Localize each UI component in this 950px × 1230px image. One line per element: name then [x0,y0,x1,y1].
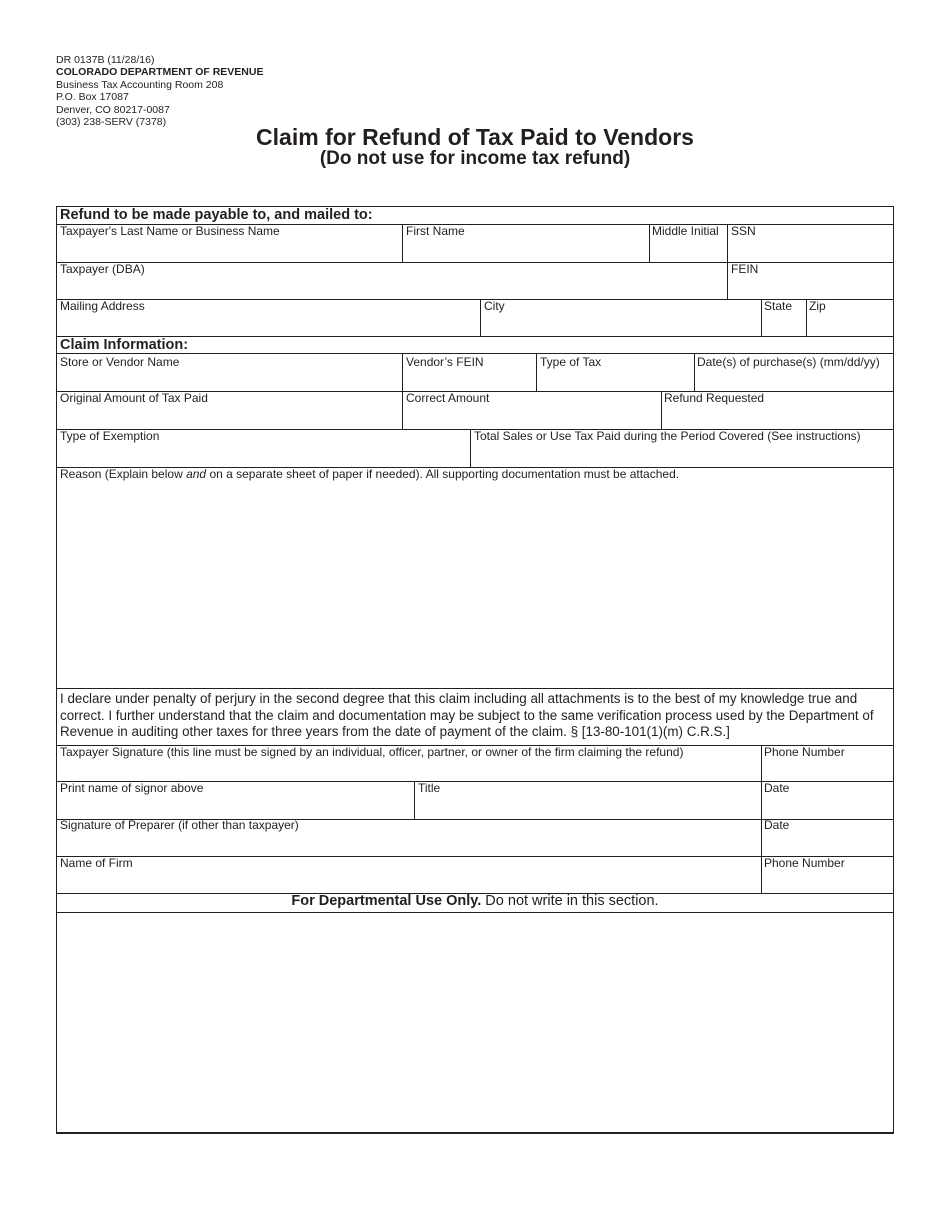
taxpayer-signature-label: Taxpayer Signature (this line must be signed by an individual, officer, partner, or owner of the firm claiming the refund) [60,745,684,759]
room: Business Tax Accounting Room 208 [56,78,224,91]
refund-form [56,206,894,1134]
page-subtitle: (Do not use for income tax refund) [319,148,631,169]
refund-section-heading: Refund to be made payable to, and mailed to: [60,207,373,223]
firm-name-label: Name of Firm [60,856,133,870]
mailing-address-label: Mailing Address [60,299,145,313]
department-name: COLORADO DEPARTMENT OF REVENUE [56,66,264,79]
firm-phone-label: Phone Number [764,856,845,870]
total-sales-label: Total Sales or Use Tax Paid during the Period Covered (See instructions) [474,429,861,443]
refund-requested-label: Refund Requested [664,391,765,405]
city-label: City [484,299,505,313]
reason-label: Reason (Explain below and on a separate sheet of paper if needed). All supporting documentation must be attached. [60,467,680,481]
first-name-label: First Name [406,224,465,238]
type-exemption-label: Type of Exemption [60,429,160,443]
claim-section-heading: Claim Information: [60,337,189,353]
agency-header [56,54,263,128]
dba-label: Taxpayer (DBA) [60,262,145,276]
fein-label: FEIN [731,262,759,276]
ssn-label: SSN [731,224,756,238]
purchase-dates-label: Date(s) of purchase(s) (mm/dd/yy) [697,355,880,369]
declaration-text: I declare under penalty of perjury in the second degree that this claim including all attachments is to the best of my knowledge true and correct. I further understand that the claim and documentation may be subject to the same verification process used by the Department of Revenue in auditing other taxes for three years from the date of payment of the claim. § [13-80-101(1)(m) C.R.S.] [60,691,874,739]
correct-amount-label: Correct Amount [406,391,490,405]
phone: (303) 238-SERV (7378) [56,116,167,129]
date-label: Date [764,781,790,795]
last-name-label: Taxpayer's Last Name or Business Name [60,224,280,238]
type-of-tax-label: Type of Tax [540,355,602,369]
po-box: P.O. Box 17087 [56,91,129,104]
store-vendor-label: Store or Vendor Name [60,355,180,369]
title-label: Title [418,781,441,795]
phone-number-label: Phone Number [764,745,845,759]
zip-label: Zip [809,299,826,313]
vendor-fein-label: Vendor’s FEIN [406,355,484,369]
middle-initial-label: Middle Initial [652,224,719,238]
preparer-date-label: Date [764,818,790,832]
state-label: State [764,299,793,313]
preparer-signature-label: Signature of Preparer (if other than taxpayer) [60,818,299,832]
print-name-label: Print name of signor above [60,781,204,795]
original-amount-label: Original Amount of Tax Paid [60,391,208,405]
city-zip: Denver, CO 80217-0087 [56,103,170,116]
form-number: DR 0137B (11/28/16) [56,54,155,66]
page-title: Claim for Refund of Tax Paid to Vendors [256,124,694,150]
departmental-use-heading: For Departmental Use Only. Do not write in this section. [291,893,659,909]
